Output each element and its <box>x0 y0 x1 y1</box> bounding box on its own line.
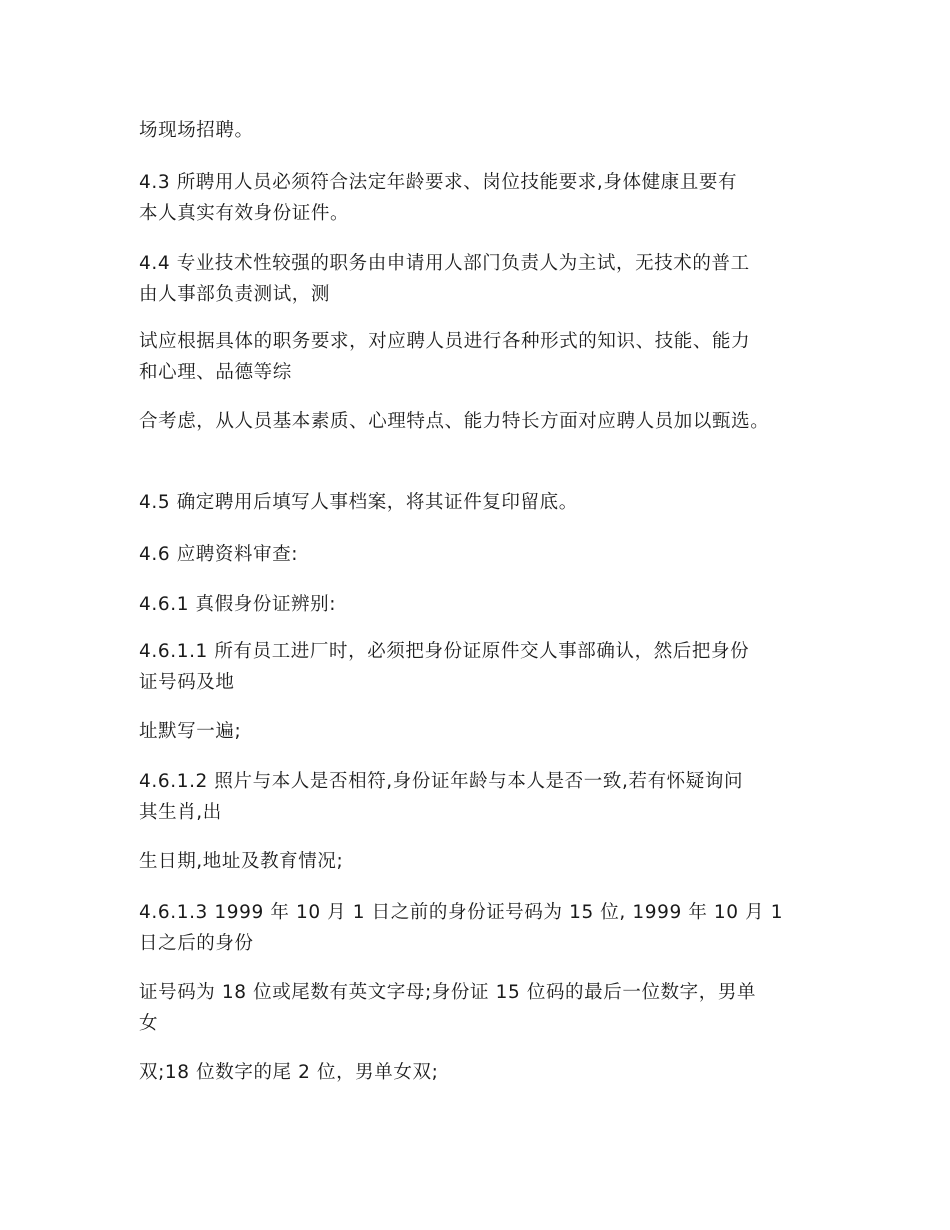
text-line: 由人事部负责测试，测 <box>139 284 331 305</box>
paragraph-4-6-1-1-end <box>139 716 829 747</box>
paragraph-1 <box>139 115 829 146</box>
paragraph-4-6 <box>139 539 829 570</box>
text-line: 4.6.1.3 1999 年 10 月 1 日之前的身份证号码为 15 位, 1999 年 10 月 1 <box>139 902 784 923</box>
text-line: 试应根据具体的职务要求，对应聘人员进行各种形式的知识、技能、能力 <box>139 331 751 352</box>
paragraph-4-6-1-1 <box>139 636 829 698</box>
text-line: 场现场招聘。 <box>139 120 254 141</box>
text-line: 证号码为 18 位或尾数有英文字母;身份证 15 位码的最后一位数字，男单 <box>139 982 757 1003</box>
text-line: 址默写一遍; <box>139 721 242 742</box>
paragraph-4-5 <box>139 487 829 518</box>
text-line: 4.3 所聘用人员必须符合法定年龄要求、岗位技能要求,身体健康且要有 <box>139 172 738 193</box>
text-line: 日之后的身份 <box>139 933 254 954</box>
text-line: 生日期,地址及教育情况; <box>139 851 344 872</box>
paragraph-4-4-cont <box>139 326 829 388</box>
paragraph-4-6-1-2 <box>139 766 829 828</box>
text-line: 4.6.1 真假身份证辨别: <box>139 594 337 615</box>
paragraph-4-6-1-2-end <box>139 846 829 877</box>
paragraph-4-6-1-3-cont <box>139 977 829 1039</box>
paragraph-4-6-1 <box>139 589 829 620</box>
text-line: 证号码及地 <box>139 672 235 693</box>
paragraph-4-6-1-3 <box>139 897 829 959</box>
text-line: 4.5 确定聘用后填写人事档案，将其证件复印留底。 <box>139 492 578 513</box>
text-line: 合考虑，从人员基本素质、心理特点、能力特长方面对应聘人员加以甄选。 <box>139 411 770 432</box>
text-line: 4.4 专业技术性较强的职务由申请用人部门负责人为主试，无技术的普工 <box>139 253 750 274</box>
paragraph-4-4-end <box>139 406 829 437</box>
text-line: 4.6.1.2 照片与本人是否相符,身份证年龄与本人是否一致,若有怀疑询问 <box>139 771 744 792</box>
text-line: 和心理、品德等综 <box>139 362 292 383</box>
paragraph-4-3 <box>139 167 829 229</box>
text-line: 女 <box>139 1013 159 1034</box>
text-line: 4.6 应聘资料审查: <box>139 544 299 565</box>
text-line: 双;18 位数字的尾 2 位，男单女双; <box>139 1062 439 1083</box>
text-line: 4.6.1.1 所有员工进厂时，必须把身份证原件交人事部确认，然后把身份 <box>139 641 750 662</box>
paragraph-4-4 <box>139 248 829 310</box>
text-line: 本人真实有效身份证件。 <box>139 203 350 224</box>
text-line: 其生肖,出 <box>139 802 222 823</box>
paragraph-4-6-1-3-end <box>139 1057 829 1088</box>
